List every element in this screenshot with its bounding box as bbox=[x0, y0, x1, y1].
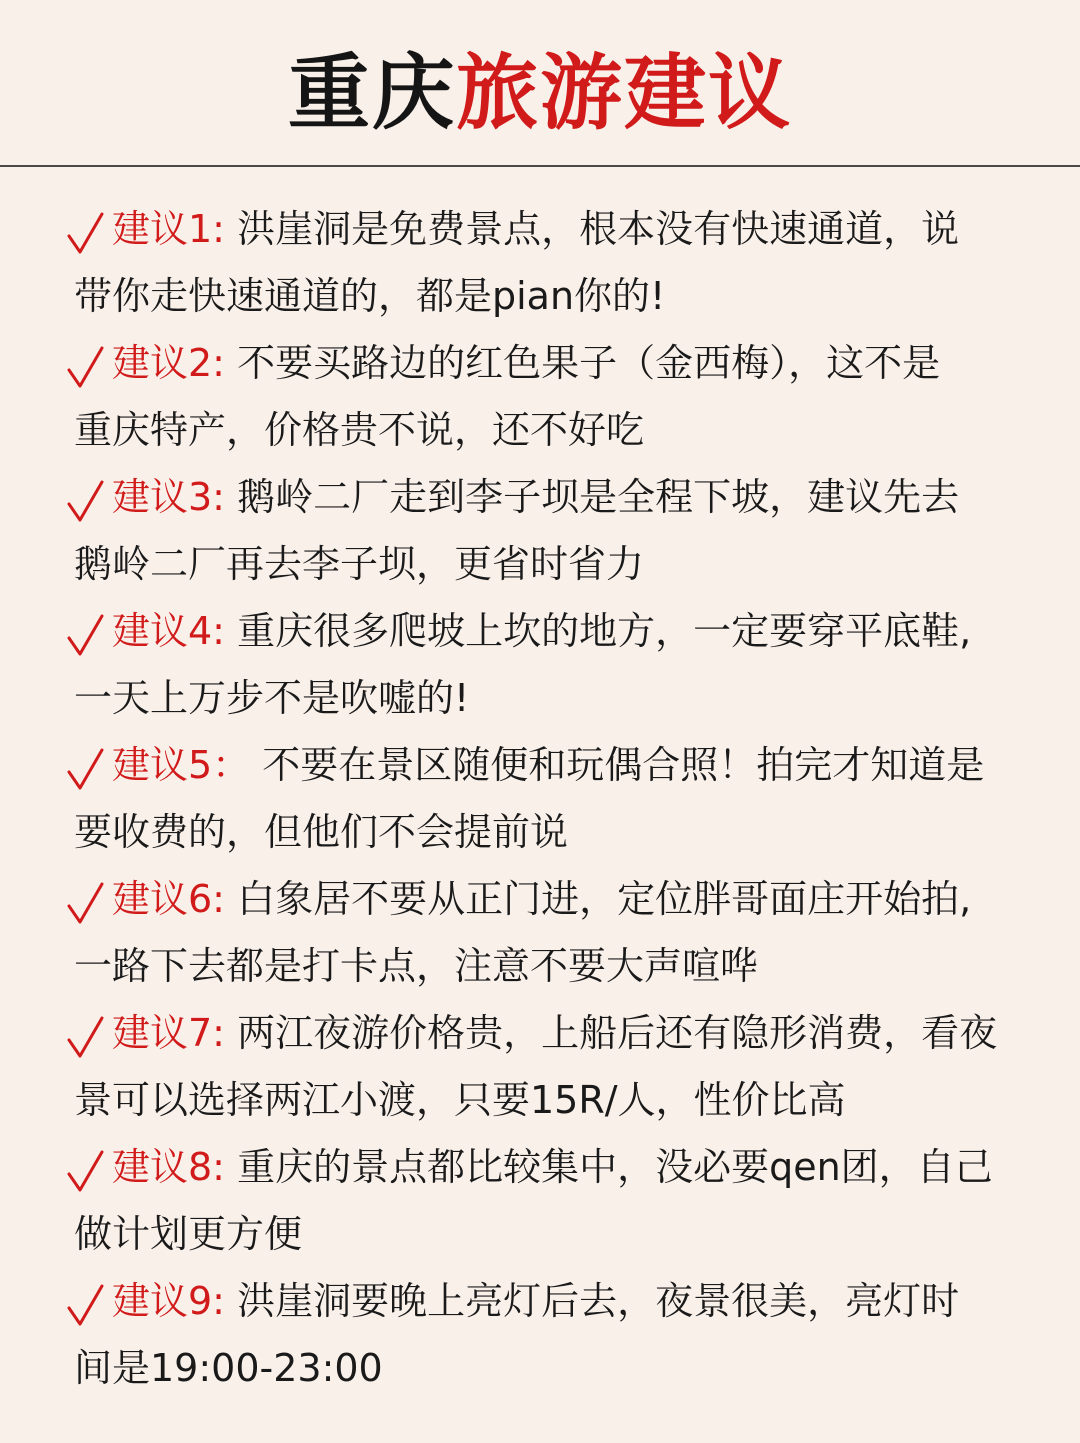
tip-label: 建议1: bbox=[112, 207, 225, 251]
check-mark-icon bbox=[66, 1148, 104, 1194]
check-mark-icon bbox=[66, 880, 104, 926]
tip-label: 建议6: bbox=[112, 877, 225, 921]
tip-label: 建议2: bbox=[112, 341, 225, 385]
tip-label: 建议8: bbox=[112, 1145, 225, 1189]
tip-line-2: 重庆特产，价格贵不说，还不好吃 bbox=[74, 408, 645, 452]
tip-text: 白象居不要从正门进，定位胖哥面庄开始拍, bbox=[237, 877, 972, 921]
tip-line-2: 一路下去都是打卡点，注意不要大声喧哗 bbox=[74, 944, 759, 988]
tip-text: 重庆的景点都比较集中，没必要qen团，自己 bbox=[237, 1145, 993, 1189]
tip-item bbox=[0, 1134, 1080, 1268]
tip-text: 洪崖洞是免费景点，根本没有快速通道，说 bbox=[237, 207, 960, 251]
tip-line-1 bbox=[112, 196, 959, 263]
tip-item bbox=[0, 464, 1080, 598]
tip-label: 建议4: bbox=[112, 609, 225, 653]
check-mark-icon bbox=[66, 746, 104, 792]
tip-text: 鹅岭二厂走到李子坝是全程下坡，建议先去 bbox=[237, 475, 960, 519]
check-mark-icon bbox=[66, 612, 104, 658]
header bbox=[0, 0, 1080, 166]
tip-line-1 bbox=[112, 1134, 993, 1201]
tip-item bbox=[0, 1000, 1080, 1134]
title-red-part: 旅游建议 bbox=[456, 46, 793, 141]
tip-label: 建议7: bbox=[112, 1011, 225, 1055]
tip-line-1 bbox=[112, 330, 940, 397]
tip-line-2: 一天上万步不是吹嘘的! bbox=[74, 676, 470, 720]
tip-text: 不要买路边的红色果子（金西梅），这不是 bbox=[237, 341, 941, 385]
tip-item bbox=[0, 866, 1080, 1000]
tip-item bbox=[0, 330, 1080, 464]
tip-line-1 bbox=[112, 732, 984, 799]
check-mark-icon bbox=[66, 1014, 104, 1060]
tip-line-2: 景可以选择两江小渡，只要15R/人，性价比高 bbox=[74, 1078, 846, 1122]
title-dark-part: 重庆 bbox=[287, 46, 456, 141]
tip-item bbox=[0, 732, 1080, 866]
tip-line-1 bbox=[112, 1268, 959, 1335]
tip-label: 建议5： bbox=[112, 743, 251, 787]
check-mark-icon bbox=[66, 1282, 104, 1328]
tip-line-2: 做计划更方便 bbox=[74, 1212, 303, 1256]
tip-item bbox=[0, 1268, 1080, 1402]
check-mark-icon bbox=[66, 478, 104, 524]
page-title bbox=[0, 44, 1080, 144]
tip-line-2: 鹅岭二厂再去李子坝，更省时省力 bbox=[74, 542, 645, 586]
tip-line-1 bbox=[112, 1000, 997, 1067]
check-mark-icon bbox=[66, 210, 104, 256]
title-divider bbox=[0, 165, 1080, 167]
tip-line-1 bbox=[112, 866, 971, 933]
tip-text: 洪崖洞要晚上亮灯后去，夜景很美，亮灯时 bbox=[237, 1279, 960, 1323]
tip-text: 不要在景区随便和玩偶合照！拍完才知道是 bbox=[262, 743, 985, 787]
tip-line-1 bbox=[112, 464, 959, 531]
tip-line-2: 间是19:00-23:00 bbox=[74, 1346, 383, 1390]
check-mark-icon bbox=[66, 344, 104, 390]
tips-list bbox=[0, 196, 1080, 1402]
tip-label: 建议3: bbox=[112, 475, 225, 519]
tip-label: 建议9: bbox=[112, 1279, 225, 1323]
tip-text: 重庆很多爬坡上坎的地方，一定要穿平底鞋, bbox=[237, 609, 972, 653]
tip-item bbox=[0, 196, 1080, 330]
tip-item bbox=[0, 598, 1080, 732]
tip-line-1 bbox=[112, 598, 971, 665]
tip-text: 两江夜游价格贵，上船后还有隐形消费，看夜 bbox=[237, 1011, 998, 1055]
tip-line-2: 要收费的，但他们不会提前说 bbox=[74, 810, 569, 854]
tip-line-2: 带你走快速通道的，都是pian你的! bbox=[74, 274, 666, 318]
